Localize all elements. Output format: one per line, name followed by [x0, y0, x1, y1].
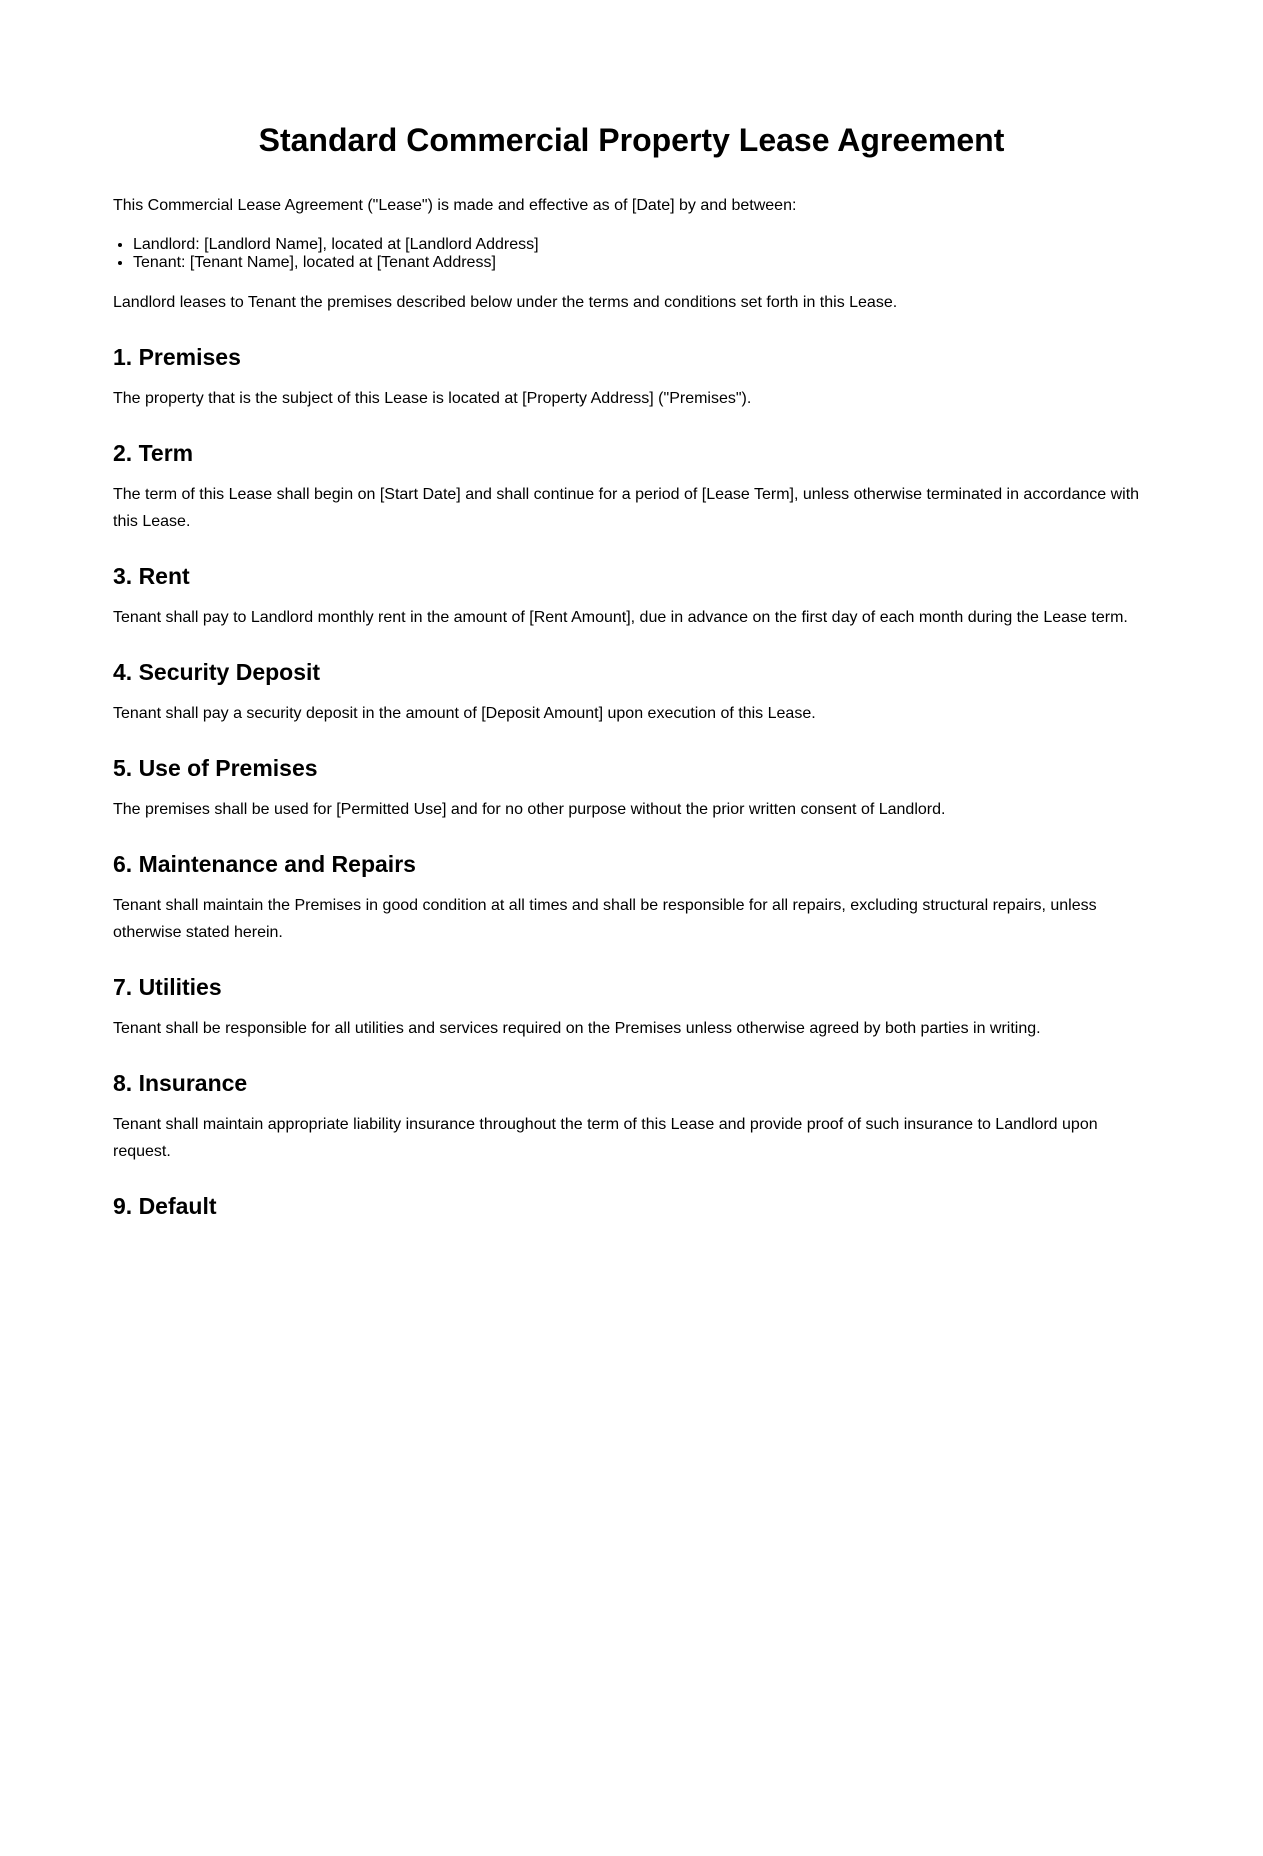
- section-default: [113, 1191, 1150, 1221]
- section-heading: 4. Security Deposit: [113, 659, 321, 685]
- party-landlord: • Landlord: [Landlord Name], located at [Landlord Address]: [133, 236, 1150, 254]
- section-body: Tenant shall be responsible for all utilities and services required on the Premises unless otherwise agreed by both parties in writing.: [113, 1020, 1041, 1037]
- section-use-of-premises: [113, 753, 1150, 823]
- section-heading: 3. Rent: [113, 563, 190, 589]
- section-security-deposit: [113, 657, 1150, 727]
- document-title: Standard Commercial Property Lease Agreement: [258, 122, 1005, 158]
- section-insurance: [113, 1068, 1150, 1165]
- section-body: The premises shall be used for [Permitted Use] and for no other purpose without the prior written consent of Landlord.: [113, 801, 946, 818]
- section-body: Tenant shall maintain appropriate liability insurance throughout the term of this Lease and provide proof of such insurance to Landlord upon request.: [113, 1116, 1098, 1160]
- section-body: Tenant shall pay to Landlord monthly rent in the amount of [Rent Amount], due in advance on the first day of each month during the Lease term.: [113, 609, 1128, 626]
- section-rent: [113, 561, 1150, 631]
- section-body: Tenant shall maintain the Premises in good condition at all times and shall be responsible for all repairs, excluding structural repairs, unless otherwise stated herein.: [113, 897, 1097, 941]
- section-body: Tenant shall pay a security deposit in the amount of [Deposit Amount] upon execution of this Lease.: [113, 705, 816, 722]
- section-heading: 9. Default: [113, 1193, 217, 1219]
- section-body: The term of this Lease shall begin on [Start Date] and shall continue for a period of [Lease Term], unless otherwise terminated in accordance with this Lease.: [113, 486, 1140, 530]
- section-maintenance-repairs: [113, 849, 1150, 946]
- section-term: [113, 438, 1150, 535]
- preamble-paragraph: Landlord leases to Tenant the premises described below under the terms and conditions set forth in this Lease.: [113, 294, 898, 311]
- parties-list: [113, 236, 1150, 272]
- section-heading: 1. Premises: [113, 344, 241, 370]
- section-heading: 5. Use of Premises: [113, 755, 318, 781]
- section-heading: 8. Insurance: [113, 1070, 248, 1096]
- intro-paragraph: This Commercial Lease Agreement ("Lease") is made and effective as of [Date] by and between:: [113, 197, 797, 214]
- section-heading: 6. Maintenance and Repairs: [113, 851, 416, 877]
- section-heading: 7. Utilities: [113, 974, 222, 1000]
- section-heading: 2. Term: [113, 440, 194, 466]
- section-utilities: [113, 972, 1150, 1042]
- party-tenant: • Tenant: [Tenant Name], located at [Tenant Address]: [133, 254, 1150, 272]
- section-body: The property that is the subject of this Lease is located at [Property Address] ("Premises").: [113, 390, 752, 407]
- section-premises: [113, 342, 1150, 412]
